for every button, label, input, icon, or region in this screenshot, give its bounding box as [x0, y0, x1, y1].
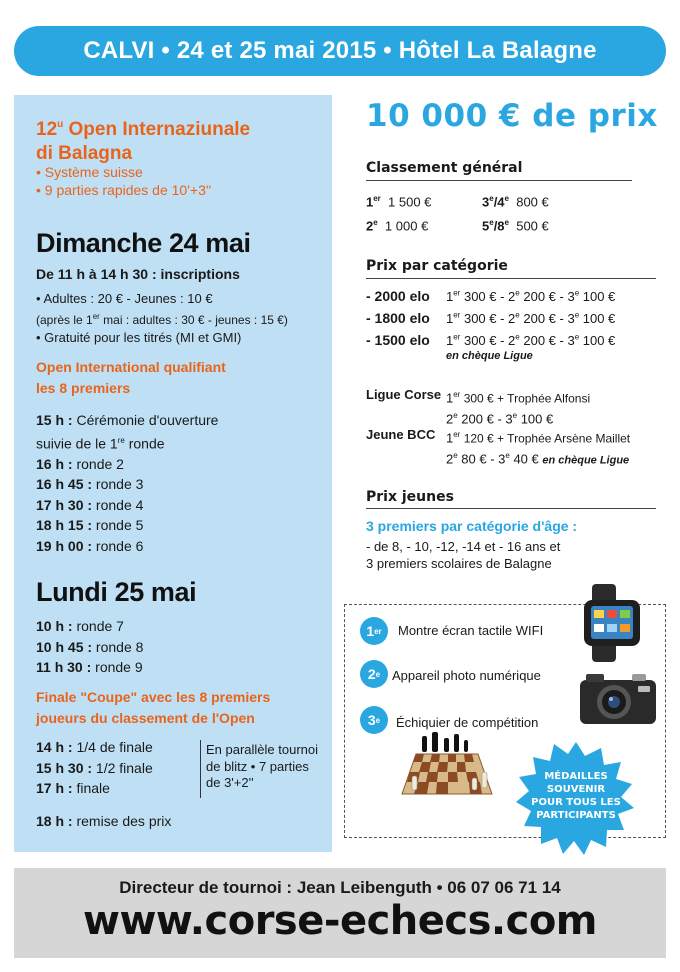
banner-text: CALVI • 24 et 25 mai 2015 • Hôtel La Balagne: [83, 37, 597, 64]
schedule-row: 11 h 30 : ronde 9: [36, 659, 143, 675]
prize-ceremony: 18 h : remise des prix: [36, 813, 172, 829]
prize-total: 10 000 € de prix: [366, 98, 658, 134]
schedule-row: 16 h 45 : ronde 3: [36, 476, 144, 493]
schedule-row: 17 h 30 : ronde 4: [36, 496, 144, 513]
category-row: - 1800 elo 1er 300 € - 2e 200 € - 3e 100 €: [366, 310, 616, 326]
finals-schedule: [36, 737, 153, 799]
website-link[interactable]: www.corse-echecs.com: [83, 898, 597, 944]
jeunes-title: Prix jeunes: [366, 489, 454, 505]
general-title: Classement général: [366, 160, 523, 176]
rank-badge: 2 e: [360, 660, 388, 688]
day1-title: Dimanche 24 mai: [36, 228, 251, 258]
schedule-row: 15 h 30 : 1/2 finale: [36, 759, 153, 776]
medal-text: MÉDAILLES SOUVENIR POUR TOUS LES PARTICIPANTS: [531, 771, 621, 821]
schedule-row: 14 h : 1/4 de finale: [36, 739, 153, 755]
camera-icon: [578, 670, 660, 728]
day2-title: Lundi 25 mai: [36, 577, 197, 607]
cheque-note: en chèque Ligue: [446, 350, 533, 362]
schedule-row: 10 h : ronde 7: [36, 618, 124, 634]
day1-schedule: 15 h : Cérémonie d'ouverture suivie de le 1re ronde 16 h : ronde 2 16 h 45 : ronde 3 17 h 30 : ronde 4 18 h 15 : ronde 5 19 h 00 : ronde 6: [36, 410, 218, 556]
ligue-corse-label: Ligue Corse: [366, 387, 442, 402]
final-note: Finale "Coupe" avec les 8 premiers joueurs du classement de l'Open: [36, 689, 271, 726]
qualifier-note: Open International qualifiant les 8 premiers: [36, 359, 226, 396]
general-right: 3e/4e 800 € 5e/8e 500 €: [482, 194, 549, 234]
prize-item-label: Montre écran tactile WIFI: [398, 623, 544, 638]
jeunes-text: - de 8, - 10, -12, -14 et - 16 ans et 3 premiers scolaires de Balagne: [366, 539, 561, 571]
schedule-row: 19 h 00 : ronde 6: [36, 537, 144, 554]
rule: [366, 180, 632, 181]
schedule-row: 16 h : ronde 2: [36, 455, 124, 472]
blitz-note: En parallèle tournoi de blitz • 7 parties de 3'+2'': [206, 742, 319, 790]
prize-item-label: Appareil photo numérique: [392, 668, 541, 683]
jeunes-subtitle: 3 premiers par catégorie d'âge :: [366, 518, 578, 534]
prize-item-label: Échiquier de compétition: [396, 715, 539, 730]
smartwatch-icon: [582, 584, 654, 662]
footer: [14, 868, 666, 958]
category-title: Prix par catégorie: [366, 258, 508, 274]
inscriptions: De 11 h à 14 h 30 : inscriptions: [36, 266, 240, 282]
ligue-corse-prizes: 1er 300 € + Trophée Alfonsi 2e 200 € - 3e 100 €: [446, 390, 591, 427]
rank-badge: 3 e: [360, 706, 388, 734]
chessboard-icon: [392, 732, 502, 798]
schedule-row: 18 h 15 : ronde 5: [36, 517, 144, 534]
day2-schedule: [36, 616, 143, 678]
rank-badge: 1 er: [360, 617, 388, 645]
fees-info: • Adultes : 20 € - Jeunes : 10 € (après le 1er mai : adultes : 30 € - jeunes : 15 €) • Gratuité pour les titrés (MI et GMI): [36, 291, 288, 345]
open-bullets: • Système suisse • 9 parties rapides de 10'+3'': [36, 164, 212, 198]
schedule-row: 10 h 45 : ronde 8: [36, 638, 144, 655]
jeune-bcc-label: Jeune BCC: [366, 427, 436, 442]
director-contact: Directeur de tournoi : Jean Leibenguth • 06 07 06 71 14: [119, 878, 561, 897]
medal-badge: [512, 740, 640, 858]
category-row: - 1500 elo 1er 300 € - 2e 200 € - 3e 100 €: [366, 332, 616, 348]
divider: [200, 740, 201, 798]
general-left: 1er 1 500 € 2e 1 000 €: [366, 194, 432, 234]
rule: [366, 508, 656, 509]
category-row: - 2000 elo 1er 300 € - 2e 200 € - 3e 100 €: [366, 288, 616, 304]
open-title: 12$^u$ Open Internaziunale di Balagna: [36, 119, 251, 164]
jeune-bcc-prizes: 1er 120 € + Trophée Arsène Maillet 2e 80 € - 3e 40 € en chèque Ligue: [446, 430, 631, 467]
rule: [366, 278, 656, 279]
header-banner: [14, 26, 666, 76]
schedule-row: 17 h : finale: [36, 780, 110, 796]
